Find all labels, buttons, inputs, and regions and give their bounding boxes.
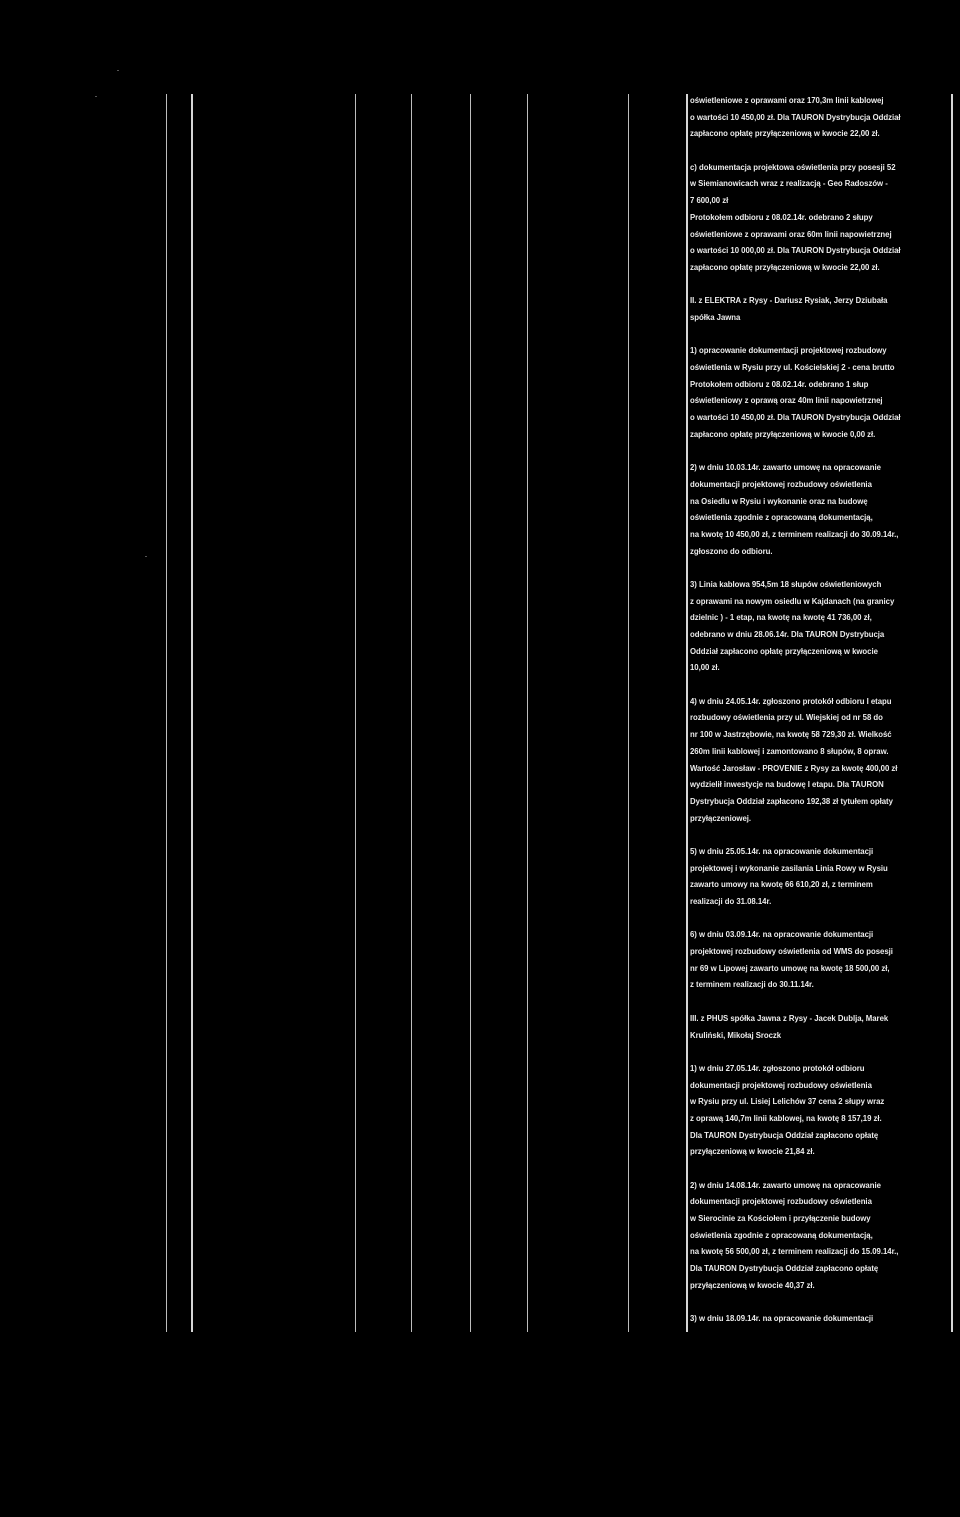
text-line: dokumentacji projektowej rozbudowy oświetlenia (690, 1197, 872, 1207)
text-line: Dla TAURON Dystrybucja Oddział zapłacono opłatę (690, 1130, 879, 1140)
text-line: dokumentacji projektowej rozbudowy oświetlenia (690, 1080, 872, 1090)
text-line: 4) w dniu 24.05.14r. zgłoszono protokół odbioru I etapu (690, 696, 892, 706)
text-line: o wartości 10 450,00 zł. Dla TAURON Dystrybucja Oddział (690, 413, 901, 423)
text-line: nr 69 w Lipowej zawarto umowę na kwotę 18 500,00 zł, (690, 963, 890, 973)
section-heading (690, 293, 950, 326)
text-line: zapłacono opłatę przyłączeniową w kwocie 22,00 zł. (690, 129, 880, 139)
text-line: 3) Linia kablowa 954,5m 18 słupów oświetleniowych (690, 579, 882, 589)
text-line: dzielnic ) - 1 etap, na kwotę na kwotę 41 736,00 zł, (690, 613, 872, 623)
paragraph (690, 577, 950, 677)
text-line: II. z ELEKTRA z Rysy - Dariusz Rysiak, Jerzy Dziubała (690, 296, 888, 306)
section-heading (690, 1011, 950, 1044)
paragraph (690, 460, 950, 560)
table-right-border (951, 94, 953, 1332)
text-line: z terminem realizacji do 30.11.14r. (690, 980, 814, 990)
text-line: oświetlenia zgodnie z opracowaną dokumentacją, (690, 1230, 873, 1240)
text-line: o wartości 10 450,00 zł. Dla TAURON Dystrybucja Oddział (690, 112, 901, 122)
text-line: z oprawą 140,7m linii kablowej, na kwotę 8 157,19 zł. (690, 1113, 882, 1123)
text-line: Wartość Jarosław - PROVENIE z Rysy za kwotę 400,00 zł (690, 763, 898, 773)
text-line: nr 100 w Jastrzębowie, na kwotę 58 729,30 zł. Wielkość (690, 730, 892, 740)
paragraph (690, 1061, 950, 1161)
text-line: oświetlenia w Rysiu przy ul. Kościelskiej 2 - cena brutto (690, 363, 895, 372)
text-line: z oprawami na nowym osiedlu w Kajdanach (na granicy (690, 596, 895, 606)
text-line: w Siemianowicach wraz z realizacją - Geo Radoszów - (690, 179, 888, 189)
table-column-border (355, 94, 356, 1332)
text-line: dokumentacji projektowej rozbudowy oświetlenia (690, 479, 872, 489)
description-column (690, 93, 950, 1345)
paragraph (690, 160, 950, 277)
text-line: 1) opracowanie dokumentacji projektowej rozbudowy (690, 346, 887, 356)
table-column-border (411, 94, 412, 1332)
text-line: 2) w dniu 10.03.14r. zawarto umowę na opracowanie (690, 463, 881, 473)
text-line: zapłacono opłatę przyłączeniową w kwocie 0,00 zł. (690, 429, 876, 439)
text-line: c) dokumentacja projektowa oświetlenia przy posesji 52 (690, 162, 896, 172)
text-line: III. z PHUS spółka Jawna z Rysy - Jacek Dublja, Marek (690, 1013, 889, 1023)
text-line: 7 600,00 zł (690, 196, 729, 206)
text-line: zapłacono opłatę przyłączeniową w kwocie 22,00 zł. (690, 262, 880, 272)
scan-speck (95, 96, 97, 97)
text-line: o wartości 10 000,00 zł. Dla TAURON Dystrybucja Oddział (690, 246, 901, 256)
text-line: oświetleniowe z oprawami oraz 60m linii napowietrznej (690, 229, 892, 239)
text-line: wydzielił inwestycje na budowę I etapu. Dla TAURON (690, 780, 884, 790)
table-column-border (166, 94, 167, 1332)
paragraph (690, 93, 950, 143)
text-line: w Sierocinie za Kościołem i przyłączenie budowy (690, 1214, 871, 1224)
text-line: przyłączeniową w kwocie 40,37 zł. (690, 1280, 815, 1290)
text-line: zgłoszono do odbioru. (690, 546, 773, 556)
text-line: w Rysiu przy ul. Lisiej Lelichów 37 cena 2 słupy wraz (690, 1097, 885, 1107)
text-line: Protokołem odbioru z 08.02.14r. odebrano 1 słup (690, 379, 869, 389)
text-line: 6) w dniu 03.09.14r. na opracowanie dokumentacji (690, 930, 874, 940)
text-line: 260m linii kablowej i zamontowano 8 słupów, 8 opraw. (690, 746, 889, 756)
text-line: 2) w dniu 14.08.14r. zawarto umowę na opracowanie (690, 1180, 881, 1190)
text-line: na Osiedlu w Rysiu i wykonanie oraz na budowę (690, 496, 868, 506)
text-line: przyłączeniowej. (690, 813, 752, 823)
text-line: oświetlenia zgodnie z opracowaną dokumentacją, (690, 513, 873, 523)
text-line: Dla TAURON Dystrybucja Oddział zapłacono opłatę (690, 1264, 879, 1274)
text-line: zawarto umowy na kwotę 66 610,20 zł, z terminem (690, 880, 873, 890)
text-line: 3) w dniu 18.09.14r. na opracowanie dokumentacji (690, 1314, 874, 1324)
paragraph (690, 1311, 950, 1328)
text-line: Kruliński, Mikołaj Sroczk (690, 1030, 782, 1040)
scan-speck (145, 556, 147, 557)
text-line: 5) w dniu 25.05.14r. na opracowanie dokumentacji (690, 846, 874, 856)
table-column-border (470, 94, 471, 1332)
text-line: Protokołem odbioru z 08.02.14r. odebrano 2 słupy (690, 212, 873, 222)
scan-speck (117, 70, 119, 71)
text-line: na kwotę 10 450,00 zł, z terminem realizacji do 30.09.14r., (690, 529, 899, 539)
paragraph (690, 927, 950, 994)
text-line: odebrano w dniu 28.06.14r. Dla TAURON Dystrybucja (690, 630, 885, 639)
paragraph (690, 844, 950, 911)
text-line: spółka Jawna (690, 312, 741, 322)
text-line: przyłączeniową w kwocie 21,84 zł. (690, 1147, 815, 1157)
text-line: rozbudowy oświetlenia przy ul. Wiejskiej od nr 58 do (690, 713, 883, 723)
table-column-border (686, 94, 688, 1332)
text-line: Dystrybucja Oddział zapłacono 192,38 zł tytułem opłaty (690, 796, 893, 806)
text-line: oświetleniowy z oprawą oraz 40m linii napowietrznej (690, 396, 883, 406)
text-line: oświetleniowe z oprawami oraz 170,3m linii kablowej (690, 96, 884, 105)
paragraph (690, 343, 950, 443)
table-column-border (191, 94, 193, 1332)
paragraph (690, 694, 950, 828)
text-line: projektowej i wykonanie zasilania Linia Rowy w Rysiu (690, 863, 888, 873)
text-line: na kwotę 56 500,00 zł, z terminem realizacji do 15.09.14r., (690, 1247, 899, 1257)
paragraph (690, 1178, 950, 1295)
table-column-border (628, 94, 629, 1332)
text-line: projektowej rozbudowy oświetlenia od WMS do posesji (690, 947, 893, 957)
table-column-border (527, 94, 528, 1332)
text-line: realizacji do 31.08.14r. (690, 897, 772, 906)
text-line: 1) w dniu 27.05.14r. zgłoszono protokół odbioru (690, 1063, 865, 1073)
text-line: 10,00 zł. (690, 663, 720, 673)
text-line: Oddział zapłacono opłatę przyłączeniową w kwocie (690, 646, 878, 656)
